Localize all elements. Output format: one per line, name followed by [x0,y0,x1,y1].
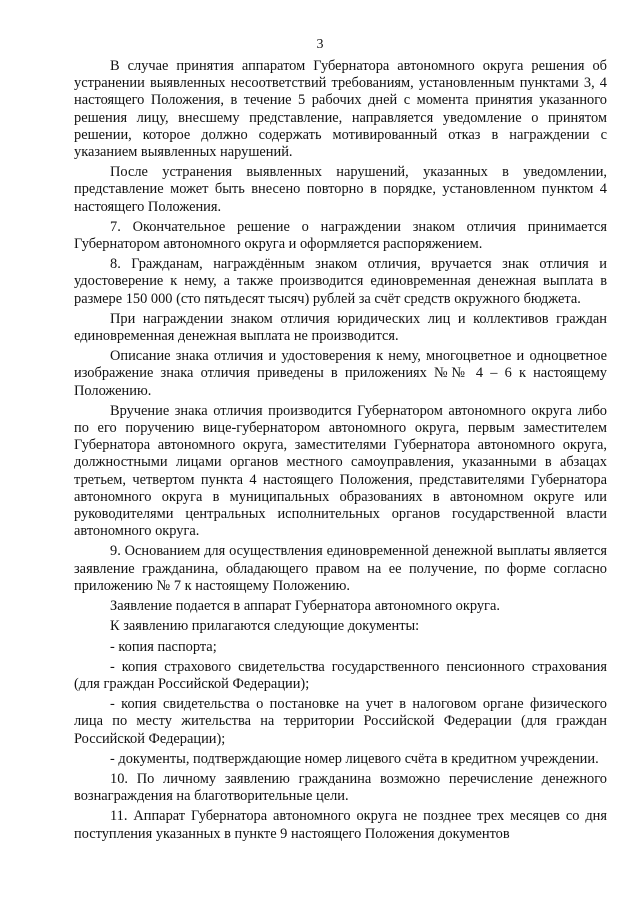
document-body [74,58,607,843]
paragraph: Вручение знака отличия производится Губернатором автономного округа либо по его поручению вице-губернатором автономного округа, первым заместителем Губернатора автономного округа, заместителями Губернатора автономного округа, должностными лицами органов местного самоуправления, указанными в абзацах третьем, четвертом пункта 4 настоящего Положения, представителями Губернатора автономного округа в муниципальных образованиях в автономном округе или руководителями центральных исполнительных органов государственной власти автономного округа. [74,402,607,540]
paragraph: 8. Гражданам, награждённым знаком отличия, вручается знак отличия и удостоверение к нему, а также производится единовременная денежная выплата в размере 150 000 (сто пятьдесят тысяч) рублей за счёт средств окружного бюджета. [74,256,607,307]
paragraph: В случае принятия аппаратом Губернатора автономного округа решения об устранении выявленных несоответствий требованиям, установленным пунктами 3, 4 настоящего Положения, в течение 5 рабочих дней с момента принятия указанного решения лицу, внесшему представление, направляется уведомление о принятом решении, которое должно содержать мотивированный отказ в награждении с указанием выявленных нарушений. [74,58,607,161]
paragraph: 11. Аппарат Губернатора автономного округа не позднее трех месяцев со дня поступления указанных в пункте 9 настоящего Положения документов [74,808,607,842]
paragraph: Описание знака отличия и удостоверения к нему, многоцветное и одноцветное изображение знака отличия приведены в приложениях №№ 4 – 6 к настоящему Положению. [74,348,607,399]
page-number: 3 [316,37,324,52]
paragraph: 7. Окончательное решение о награждении знаком отличия принимается Губернатором автономного округа и оформляется распоряжением. [74,218,607,253]
list-item: - копия свидетельства о постановке на учет в налоговом органе физического лица по месту жительства на территории Российской Федерации (для граждан Российской Федерации); [74,696,607,747]
paragraph: При награждении знаком отличия юридических лиц и коллективов граждан единовременная денежная выплата не производится. [74,310,607,345]
list-item: - копия страхового свидетельства государственного пенсионного страхования (для граждан Российской Федерации); [74,658,607,692]
paragraph: После устранения выявленных нарушений, указанных в уведомлении, представление может быть внесено повторно в порядке, установленном пунктом 4 настоящего Положения. [74,164,607,215]
paragraph: Заявление подается в аппарат Губернатора автономного округа. [110,598,500,615]
paragraph: 10. По личному заявлению гражданина возможно перечисление денежного вознаграждения на благотворительные цели. [74,770,607,805]
paragraph: 9. Основанием для осуществления единовременной денежной выплаты является заявление гражданина, обладающего правом на ее получение, по форме согласно приложению № 7 к настоящему Положению. [74,543,607,594]
list-item: - копия паспорта; [110,638,217,655]
paragraph: К заявлению прилагаются следующие документы: [110,618,420,635]
list-item: - документы, подтверждающие номер лицевого счёта в кредитном учреждении. [110,750,599,767]
